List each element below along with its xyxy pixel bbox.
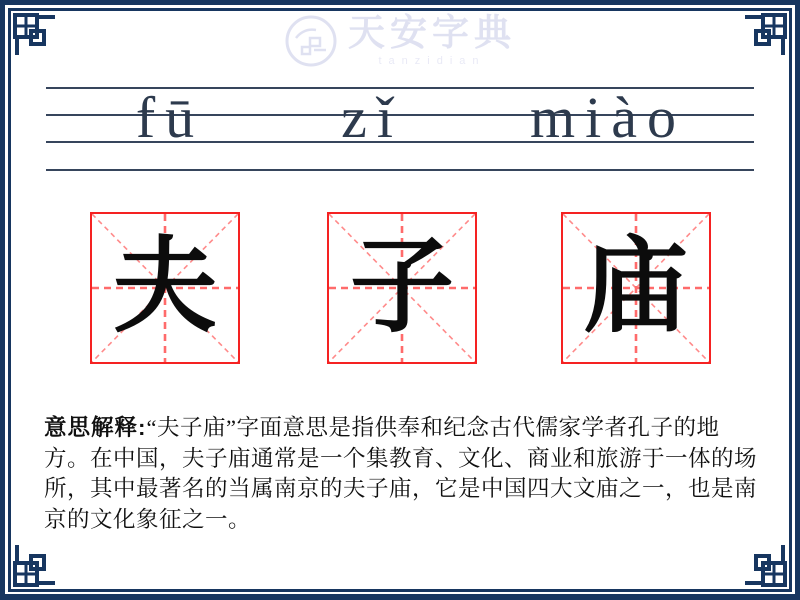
- brand-logo: [284, 14, 516, 68]
- hanzi-character: 庙: [583, 230, 688, 345]
- corner-ornament-icon: [7, 545, 55, 593]
- brand-logo-icon: [284, 14, 338, 68]
- brand-romanization: tanzidian: [378, 54, 486, 67]
- brand-name: 天安字典: [348, 13, 516, 55]
- definition-label: 意思解释:: [44, 415, 147, 440]
- hanzi-grid-box: [90, 212, 240, 364]
- pinyin-syllable: fū: [135, 85, 205, 150]
- corner-ornament-icon: [745, 7, 793, 55]
- definition-text: “夫子庙”字面意思是指供奉和纪念古代儒家学者孔子的地方。在中国，夫子庙通常是一个集教育、文化、商业和旅游于一体的场所，其中最著名的当属南京的夫子庙，它是中国四大文庙之一，也是南京的文化象征之一。: [44, 415, 758, 532]
- hanzi-character: 夫: [112, 230, 217, 345]
- hanzi-grid-box: [327, 212, 477, 364]
- corner-ornament-icon: [7, 7, 55, 55]
- definition-paragraph: [44, 413, 758, 535]
- pinyin-syllable: miào: [530, 85, 686, 150]
- staff-line: [46, 169, 754, 171]
- corner-ornament-icon: [745, 545, 793, 593]
- pinyin-syllable: zǐ: [341, 85, 403, 150]
- hanzi-character: 子: [349, 230, 454, 345]
- hanzi-grid-box: [561, 212, 711, 364]
- brand-text-group: [348, 15, 516, 67]
